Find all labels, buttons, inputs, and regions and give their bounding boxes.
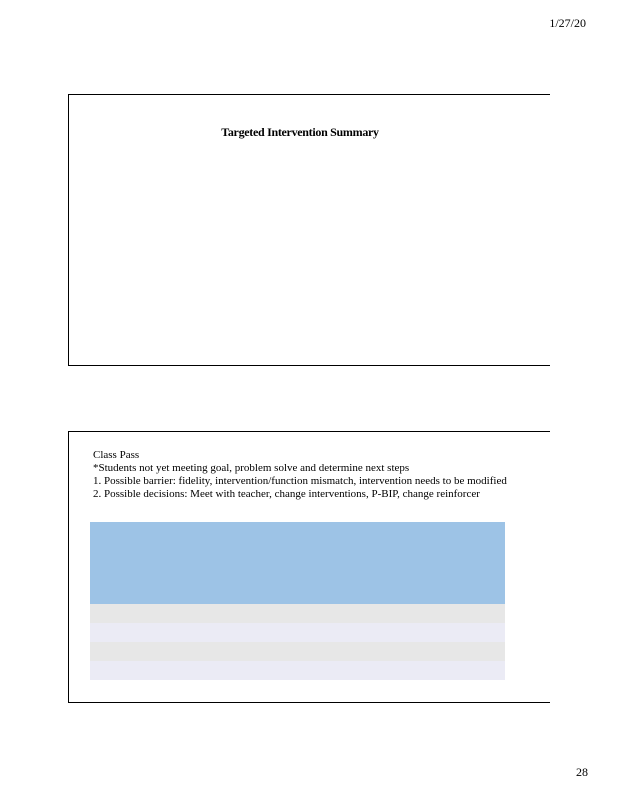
slide-body-text — [93, 449, 513, 501]
slide-title: Targeted Intervention Summary — [221, 125, 379, 139]
page-number: 28 — [576, 765, 588, 779]
class-pass-heading: Class Pass — [93, 449, 140, 461]
slide-targeted-intervention-summary — [68, 94, 550, 366]
table-row — [90, 642, 505, 661]
possible-barrier: 1. Possible barrier: fidelity, intervention/function mismatch, intervention needs to be modified — [93, 475, 507, 487]
table-row — [90, 661, 505, 680]
possible-decisions: 2. Possible decisions: Meet with teacher, change interventions, P-BIP, change reinforcer — [93, 488, 480, 500]
table-row — [90, 604, 505, 623]
summary-table — [90, 522, 505, 680]
slide-class-pass — [68, 431, 550, 703]
table-header — [90, 522, 505, 604]
page-date: 1/27/20 — [549, 16, 586, 30]
students-note: *Students not yet meeting goal, problem solve and determine next steps — [93, 462, 410, 474]
table-row — [90, 623, 505, 642]
